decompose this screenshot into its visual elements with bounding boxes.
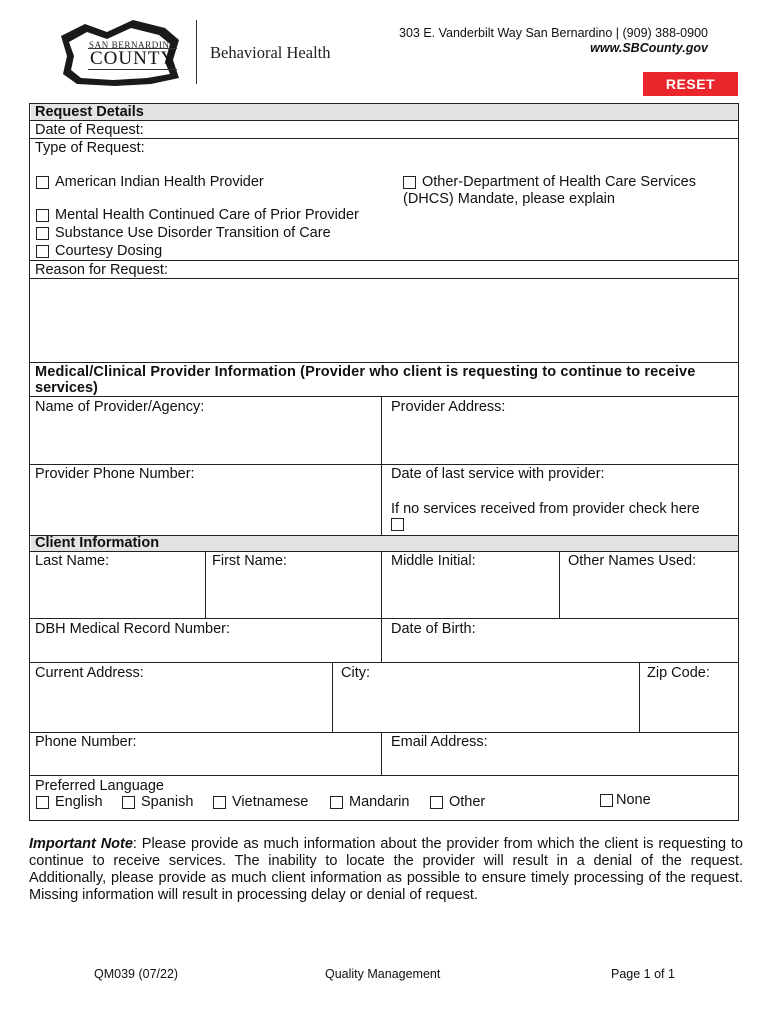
option-american-indian[interactable] — [36, 174, 264, 191]
divider — [29, 775, 739, 776]
language-english[interactable] — [36, 794, 103, 811]
form-code: QM039 (07/22) — [94, 967, 179, 981]
important-note-text: : Please provide as much information about the provider from which the client is requesting to continue to receive services. The inability to locate the provider will result in a denial of the request. Additionally, please provide as much client information as possible to ensure timely processing of the request. Missing information will result in processing delay or denial of request. — [29, 836, 743, 903]
language-label: Mandarin — [349, 794, 410, 810]
option-dhcs-mandate[interactable] — [403, 174, 696, 191]
last-service-label: Date of last service with provider: — [391, 466, 605, 482]
option-courtesy-dosing[interactable] — [36, 243, 162, 260]
divider — [381, 732, 382, 775]
important-note-label: Important Note — [29, 836, 133, 852]
provider-address-label: Provider Address: — [391, 399, 506, 415]
other-names-label: Other Names Used: — [568, 553, 697, 569]
request-section-title: Request Details — [35, 104, 144, 120]
mrn-field[interactable] — [31, 639, 379, 660]
provider-name-label: Name of Provider/Agency: — [35, 399, 205, 415]
email-address-field[interactable] — [384, 752, 737, 773]
last-name-label: Last Name: — [35, 553, 110, 569]
page-number: Page 1 of 1 — [611, 967, 675, 981]
client-section-title: Client Information — [35, 535, 160, 551]
zip-code-field[interactable] — [642, 683, 737, 730]
provider-section-title-line2: services) — [35, 380, 98, 396]
language-label: Spanish — [141, 794, 194, 810]
divider — [29, 362, 739, 363]
zip-code-label: Zip Code: — [647, 665, 710, 681]
checkbox[interactable] — [122, 796, 135, 809]
header-divider — [196, 20, 197, 84]
city-label: City: — [341, 665, 370, 681]
divider — [381, 551, 382, 662]
option-label: Mental Health Continued Care of Prior Provider — [55, 207, 359, 223]
reason-field[interactable] — [31, 280, 738, 361]
divider — [639, 662, 640, 732]
provider-name-field[interactable] — [31, 416, 379, 462]
last-name-field[interactable] — [31, 571, 203, 616]
language-label: Other — [449, 794, 486, 810]
checkbox[interactable] — [213, 796, 226, 809]
divider — [559, 551, 560, 618]
divider — [29, 464, 739, 465]
dob-label: Date of Birth: — [391, 621, 476, 637]
phone-number-label: Phone Number: — [35, 734, 137, 750]
checkbox[interactable] — [330, 796, 343, 809]
checkbox[interactable] — [36, 245, 49, 258]
checkbox[interactable] — [430, 796, 443, 809]
city-field[interactable] — [335, 683, 637, 730]
middle-initial-label: Middle Initial: — [391, 553, 476, 569]
dob-field[interactable] — [384, 639, 737, 660]
option-substance-use[interactable] — [36, 225, 331, 242]
divider — [332, 662, 333, 732]
important-note — [29, 836, 743, 904]
divider — [29, 396, 739, 397]
footer-department: Quality Management — [325, 967, 441, 981]
language-vietnamese[interactable] — [213, 794, 308, 811]
logo-org-main: COUNTY — [90, 48, 176, 69]
reset-button[interactable]: RESET — [643, 72, 738, 96]
option-label: American Indian Health Provider — [55, 174, 264, 190]
mrn-label: DBH Medical Record Number: — [35, 621, 231, 637]
language-none[interactable] — [600, 792, 651, 809]
provider-phone-label: Provider Phone Number: — [35, 466, 195, 482]
divider — [29, 260, 739, 261]
logo-org-top: SAN BERNARDINO — [89, 40, 177, 50]
checkbox[interactable] — [403, 176, 416, 189]
language-label: English — [55, 794, 103, 810]
current-address-label: Current Address: — [35, 665, 144, 681]
provider-address-field[interactable] — [384, 416, 737, 462]
checkbox[interactable] — [36, 209, 49, 222]
language-spanish[interactable] — [122, 794, 193, 811]
preferred-language-label: Preferred Language — [35, 778, 164, 794]
provider-section-title: Medical/Clinical Provider Information (Provider who client is requesting to continue to receive — [35, 364, 696, 380]
reason-label: Reason for Request: — [35, 262, 168, 278]
divider — [381, 396, 382, 535]
no-services-checkbox[interactable] — [391, 518, 404, 531]
first-name-field[interactable] — [207, 571, 379, 616]
department-name: Behavioral Health — [210, 43, 331, 62]
current-address-field[interactable] — [31, 683, 330, 730]
option-label: Substance Use Disorder Transition of Care — [55, 225, 331, 241]
county-logo — [55, 18, 185, 88]
no-services-label: If no services received from provider check here — [391, 501, 700, 517]
phone-number-field[interactable] — [31, 752, 379, 773]
provider-phone-field[interactable] — [31, 484, 379, 533]
option-dhcs-mandate-line2: (DHCS) Mandate, please explain — [403, 191, 615, 207]
checkbox[interactable] — [36, 796, 49, 809]
middle-initial-field[interactable] — [384, 571, 558, 616]
email-address-label: Email Address: — [391, 734, 488, 750]
checkbox[interactable] — [36, 227, 49, 240]
checkbox[interactable] — [36, 176, 49, 189]
option-mental-health[interactable] — [36, 207, 359, 224]
option-label: Other-Department of Health Care Services — [422, 174, 696, 190]
language-label: None — [616, 792, 651, 808]
other-names-field[interactable] — [561, 571, 737, 616]
divider — [29, 662, 739, 663]
type-of-request-label: Type of Request: — [35, 140, 145, 156]
language-label: Vietnamese — [232, 794, 309, 810]
website-link[interactable]: www.SBCounty.gov — [590, 41, 708, 55]
date-of-request-label: Date of Request: — [35, 122, 144, 138]
first-name-label: First Name: — [212, 553, 287, 569]
option-label: Courtesy Dosing — [55, 243, 163, 259]
divider — [29, 732, 739, 733]
language-other[interactable] — [430, 794, 485, 811]
address-line: 303 E. Vanderbilt Way San Bernardino | (909) 388-0900 — [399, 26, 708, 40]
language-mandarin[interactable] — [330, 794, 409, 811]
divider — [205, 551, 206, 618]
checkbox[interactable] — [600, 794, 613, 807]
divider — [29, 618, 739, 619]
